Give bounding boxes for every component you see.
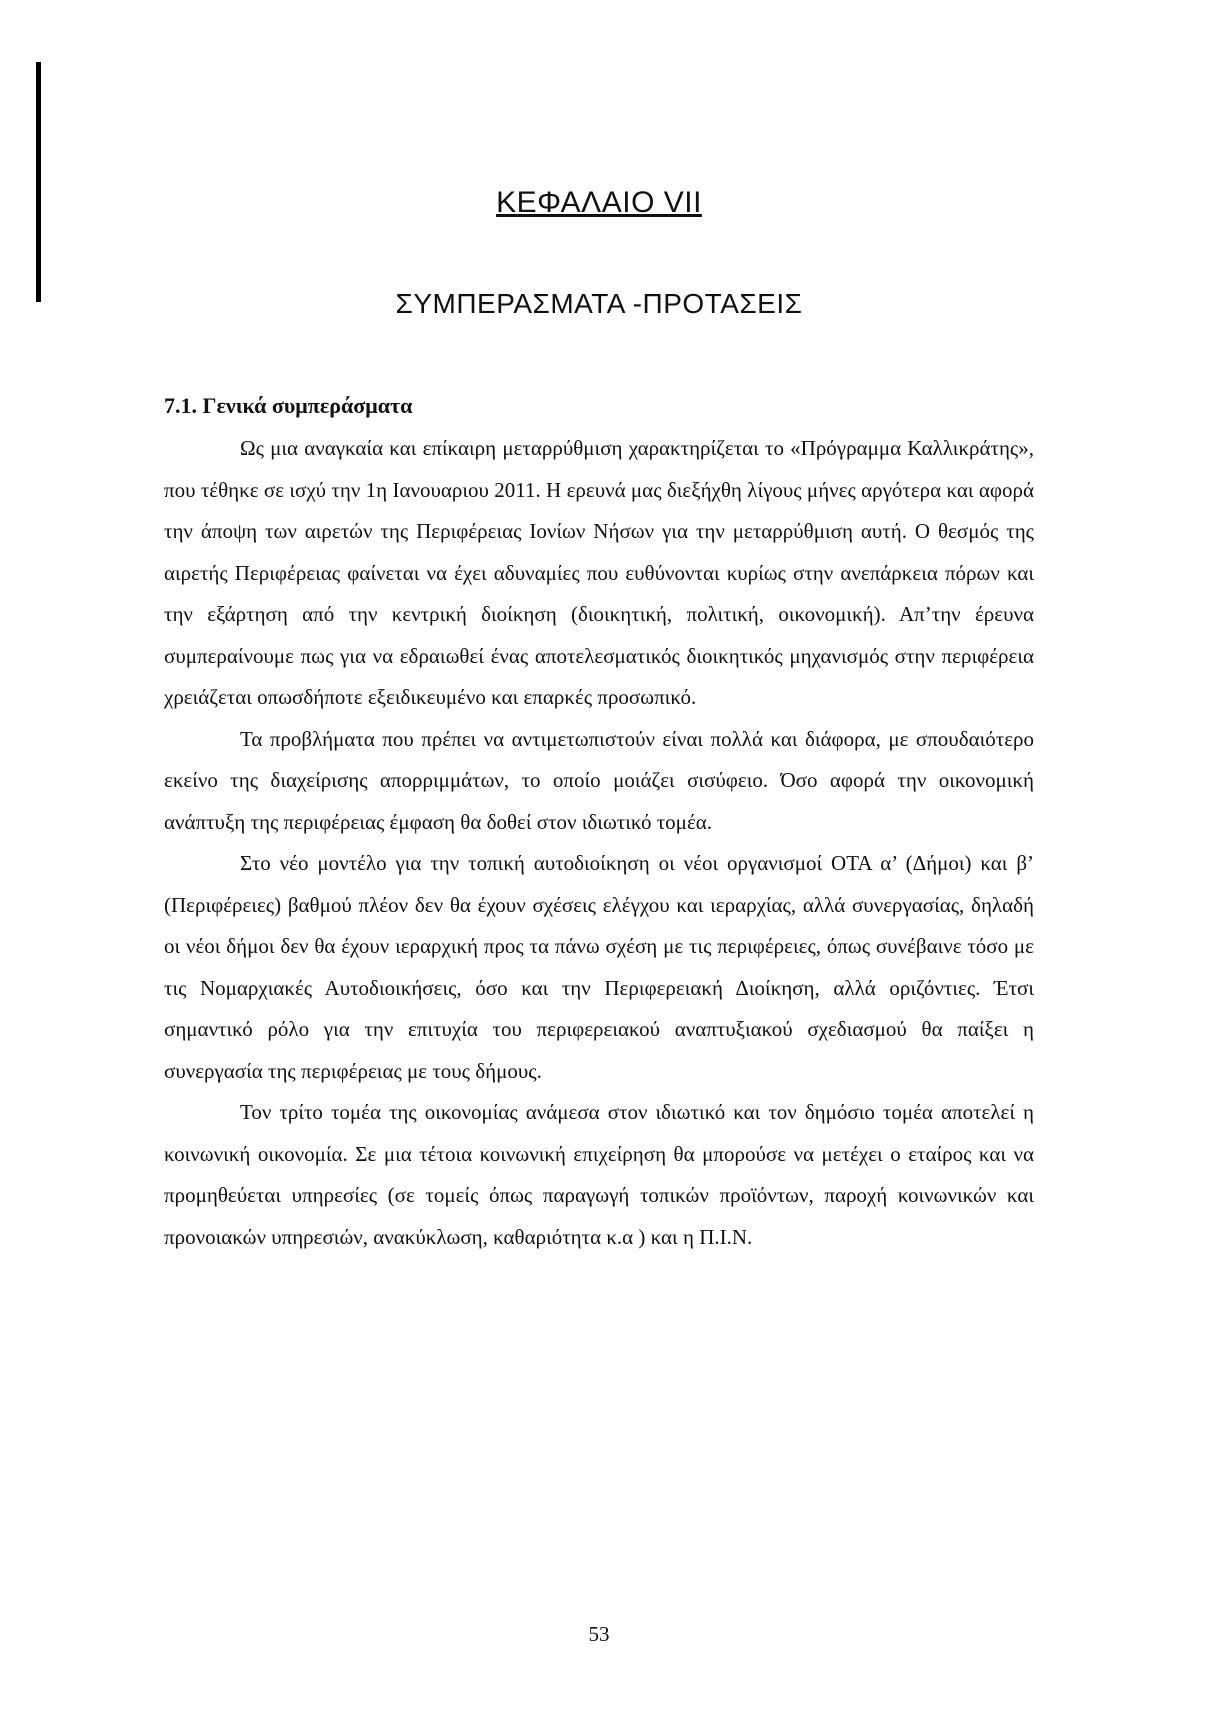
body-text xyxy=(164,428,1034,1258)
scan-edge-mark xyxy=(36,62,41,302)
paragraph-4: Τον τρίτο τομέα της οικονομίας ανάμεσα στον ιδιωτικό και τον δημόσιο τομέα αποτελεί η κοινωνική οικονομία. Σε μια τέτοια κοινωνική επιχείρηση θα μπορούσε να μετέχει ο εταίρος και να προμηθεύεται υπηρεσίες (σε τομείς όπως παραγωγή τοπικών προϊόντων, παροχή κοινωνικών και προνοιακών υπηρεσιών, ανακύκλωση, καθαριότητα κ.α ) και η Π.Ι.Ν. xyxy=(164,1100,1034,1249)
chapter-subtitle: ΣΥΜΠΕΡΑΣΜΑΤΑ -ΠΡΟΤΑΣΕΙΣ xyxy=(395,288,803,319)
paragraph-3: Στο νέο μοντέλο για την τοπική αυτοδιοίκηση οι νέοι οργανισμοί ΟΤΑ α’ (Δήμοι) και β’ (Περιφέρειες) βαθμού πλέον δεν θα έχουν σχέσεις ελέγχου και ιεραρχίας, αλλά συνεργασίας, δηλαδή οι νέοι δήμοι δεν θα έχουν ιεραρχική προς τα πάνω σχέση με τις περιφέρειες, όπως συνέβαινε τόσο με τις Νομαρχιακές Αυτοδιοικήσεις, όσο και την Περιφερειακή Διοίκηση, αλλά οριζόντιες. Έτσι σημαντικό ρόλο για την επιτυχία του περιφερειακού αναπτυξιακού σχεδιασμού θα παίξει η συνεργασία της περιφέρειας με τους δήμους. xyxy=(164,851,1034,1083)
section-heading: 7.1. Γενικά συμπεράσματα xyxy=(164,393,413,418)
chapter-title: ΚΕΦΑΛΑΙΟ VII xyxy=(496,186,702,219)
paragraph-2: Τα προβλήματα που πρέπει να αντιμετωπιστούν είναι πολλά και διάφορα, με σπουδαιότερο εκείνο της διαχείρισης απορριμμάτων, το οποίο μοιάζει σισύφειο. Όσο αφορά την οικονομική ανάπτυξη της περιφέρειας έμφαση θα δοθεί στον ιδιωτικό τομέα. xyxy=(164,726,1034,834)
paragraph-1: Ως μια αναγκαία και επίκαιρη μεταρρύθμιση χαρακτηρίζεται το «Πρόγραμμα Καλλικράτης», που τέθηκε σε ισχύ την 1η Ιανουαριου 2011. Η ερευνά μας διεξήχθη λίγους μήνες αργότερα και αφορά την άποψη των αιρετών της Περιφέρειας Ιονίων Νήσων για την μεταρρύθμιση αυτή. Ο θεσμός της αιρετής Περιφέρειας φαίνεται να έχει αδυναμίες που ευθύνονται κυρίως στην ανεπάρκεια πόρων και την εξάρτηση από την κεντρική διοίκηση (διοικητική, πολιτική, οικονομική). Απ’την έρευνα συμπεραίνουμε πως για να εδραιωθεί ένας αποτελεσματικός διοικητικός μηχανισμός στην περιφέρεια χρειάζεται οπωσδήποτε εξειδικευμένο και επαρκές προσωπικό. xyxy=(164,436,1034,709)
page-number: 53 xyxy=(588,1622,610,1646)
